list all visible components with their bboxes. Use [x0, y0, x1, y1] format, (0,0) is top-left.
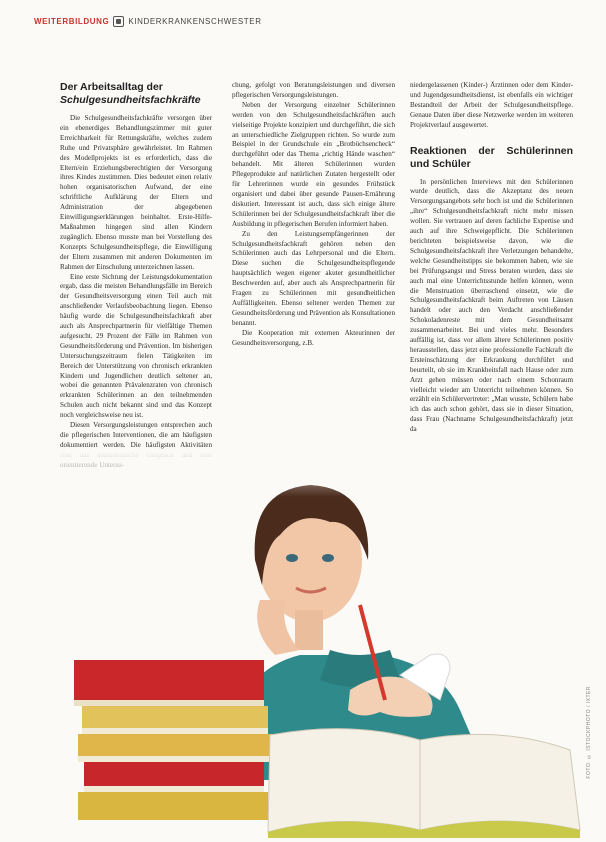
magazine-logo-icon: [113, 16, 124, 27]
photo-credit: FOTO: © ISTOCKPHOTO / IXTER: [586, 686, 592, 779]
magazine-name: KINDERKRANKENSCHWESTER: [128, 17, 262, 26]
col3-intro: niedergelassenen (Kinder-) Ärztinnen oder dem Kinder- und Jugendgesundheitsdienst, ist ebenfalls ein wichtiger Bestandteil der Arbeit der Schulgesundheitspflege. Genaue Daten über diese Netzwerke werden im weiteren Projektverlauf ausgewertet.: [410, 81, 573, 129]
col1-paragraph: Eine erste Sichtung der Leistungsdokumentation ergab, dass die meisten Behandlungsfälle im Bereich der Gesundheitsversorgung einen Teil auch mit anschließender Verlaufsbeobachtung liegen. Ebenso häufig wurde die Schulgesundheitsfachkraft aber auch als Ansprechpartnerin für vielfältige Themen aufgesucht. 29 Prozent der Fälle im Rahmen von Gesundheitsförderung und Prävention. Im bisherigen Untersuchungszeitraum fielen Tätigkeiten im Bereich der Unterstützung von chronisch erkrankten Kindern und Jugendlichen deutlich seltener an, wobei die genannten Prävalenzraten von chronisch erkrankten Schülerinnen an den teilnehmenden Schulen auch nicht bekannt sind und das Konzept noch vergleichsweise neu ist.: [60, 272, 212, 420]
col1-paragraph: Diesen Versorgungsleistungen entsprechen auch die pflegerischen Interventionen, die am häufigsten dokumentiert werden. Die häufigsten Aktivitäten: [60, 421, 212, 449]
col1-paragraph: Die Schulgesundheitsfachkräfte versorgen über ein ebenerdiges Behandlungszimmer mit guter Erreichbarkeit für Rettungskräfte, welches zudem Ruhe und Privatsphäre gewährleistet. Im Rahmen des Modellprojekts ist es erforderlich, dass die Eltern/ein Erziehungsberechtigten der Versorgung ihres Kindes zustimmen. Dies bedeutet einen relativ hohen organisatorischen Aufwand, der eine schriftliche Aufklärung der Eltern und Administration der abgegebenen Einwilligungserklärungen beinhaltet. Erste-Hilfe-Maßnahmen hingegen sind allen Kindern zugänglich. Ebenso musste man bei Vorstellung des Konzepts Schulgesundheitspflege, die Einwilligung der Eltern zusammen mit anderen Dokumenten im Rahmen der Einschulung unterzeichnen lassen.: [60, 114, 212, 271]
article-title: [60, 81, 220, 107]
article-title-line1: Der Arbeitsalltag der: [60, 81, 163, 93]
section-label: WEITERBILDUNG: [34, 17, 110, 26]
col2-paragraph: Neben der Versorgung einzelner Schülerinnen werden von den Schulgesundheitsfachkräften auch vielseitige Projekte konzipiert und durchgeführt, die sich an unterschiedliche Zielgruppen richten. So wurde zum Beispiel in der Grundschule ein „Brotbüchsencheck“ durchgeführt oder das Thema „richtig Hände waschen“ behandelt. Mit älteren Schülerinnen wurden Pflegeprodukte auf natürlichen Zutaten hergestellt oder für Lehrerinnen wurde ein gesundes Frühstück organisiert und dabei über gesunde Pausen-Ernährung diskutiert. Interessant ist auch, dass sich einige ältere Schülerinnen bei der Schulgesundheitsfachkraft über die Ausbildung in pflegerischen Berufen informiert haben.: [232, 100, 395, 228]
col2-paragraph: chung, gefolgt von Beratungsleistungen und diversen pflegerischen Versorgungsleistungen.: [232, 81, 395, 99]
article-title-line2: Schulgesundheitsfachkräfte: [60, 94, 201, 106]
col2-paragraph: Zu den Leistungsempfängerinnen der Schulgesundheitsfachkraft gehören neben den Schülerinnen auch das Lehrpersonal und die Eltern. Diese suchen die Schulgesundheitspflegende hauptsächlich wegen eigener akuter gesundheitlicher Beschwerden auf, aber auch als Ansprechpartnerin für Fragen zu Schülerinnen mit gesundheitlichen Auffälligkeiten. Ebenso seltener werden Themen zur Gesundheitsförderung und Prävention als Konsultationen benannt.: [232, 229, 395, 327]
article-photo: [0, 450, 606, 842]
section-heading: Reaktionen der Schülerinnen und Schüler: [410, 144, 573, 170]
column-2: [232, 81, 395, 441]
page-header: [34, 16, 262, 27]
col2-paragraph: Die Kooperation mit externen Akteurinnen der Gesundheitsversorgung, z.B.: [232, 328, 395, 347]
col3-paragraph: In persönlichen Interviews mit den Schülerinnen wurde deutlich, dass die Akzeptanz des neuen Versorgungsangebots sehr hoch ist und die Schülerinnen „ihre“ Schulgesundheitsfachkraft nicht mehr missen wollen. Sie vertrauen auf deren fachliche Expertise und auch auf ihre Schweigepflicht. Die Schülerinnen berichteten beispielsweise davon, wie die Schulgesundheitsfachkraft ihre Verletzungen behandelte, welche Gesundheitstipps sie bekommen haben, wie sie bei Prüfungsangst und Stress beraten wurden, dass sie auch mal eine Unterrichtsstunde helfen können, wenn die Menstruation überraschend einsetzt, wie die Schulgesundheitsfachkraft beim Auftreten von Läusen handelt oder auch den Verdacht anschließender Schokoladenreste mit dem Gesundheitsamt zusammenarbeitet. Bei und vieles mehr. Besonders auffällig ist, dass vor allem ältere Schülerinnen positiv herausstellen, dass jetzt eine professionelle Fachkraft die Ersteinschätzung der Erkrankung durchführt und beurteilt, ob sie im Krankheitsfall nach Hause oder zum Arzt gehen müssen oder nach einem Schonraum vielleicht wieder am Unterricht teilnehmen können. So erzählt ein Schülervertreter: „Man wusste, Schülern habe ich das auch schon gehört, dass sie in dieser Situation, dass Frau (Nachname Schulgesundheitsfachkraft) jetzt da: [410, 177, 573, 434]
